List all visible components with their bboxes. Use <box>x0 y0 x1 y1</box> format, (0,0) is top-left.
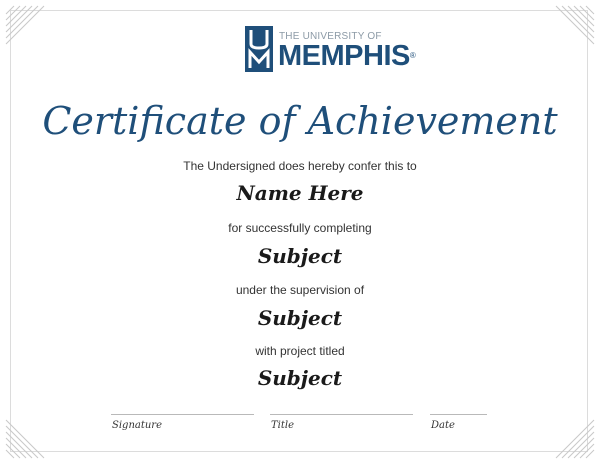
certificate-title: Certificate of Achievement <box>42 99 558 143</box>
completing-text: for successfully completing <box>228 221 372 235</box>
subject-2: Subject <box>257 306 343 330</box>
recipient-name: Name Here <box>236 181 364 205</box>
logo-wordmark: MEMPHIS <box>278 40 410 72</box>
title-label: Title <box>271 420 295 431</box>
supervision-text: under the supervision of <box>235 283 365 297</box>
project-text: with project titled <box>255 344 345 358</box>
subject-3: Subject <box>257 366 343 390</box>
logo-trademark: ® <box>409 51 416 60</box>
signature-line <box>111 414 254 415</box>
logo-line1: THE UNIVERSITY OF <box>279 31 382 42</box>
logo-mark <box>245 26 273 72</box>
intro-text: The Undersigned does hereby confer this to <box>183 159 417 173</box>
date-line <box>430 414 487 415</box>
title-line <box>270 414 413 415</box>
corner-ornament-top-left <box>0 0 60 60</box>
date-label: Date <box>431 420 455 431</box>
university-logo <box>245 26 416 74</box>
corner-ornament-top-right <box>540 0 600 60</box>
corner-ornament-bottom-right <box>540 404 600 464</box>
corner-ornament-bottom-left <box>0 404 60 464</box>
subject-1: Subject <box>257 244 343 268</box>
um-monogram-icon <box>245 26 273 72</box>
logo-line2 <box>278 40 415 72</box>
signature-label: Signature <box>112 420 163 431</box>
